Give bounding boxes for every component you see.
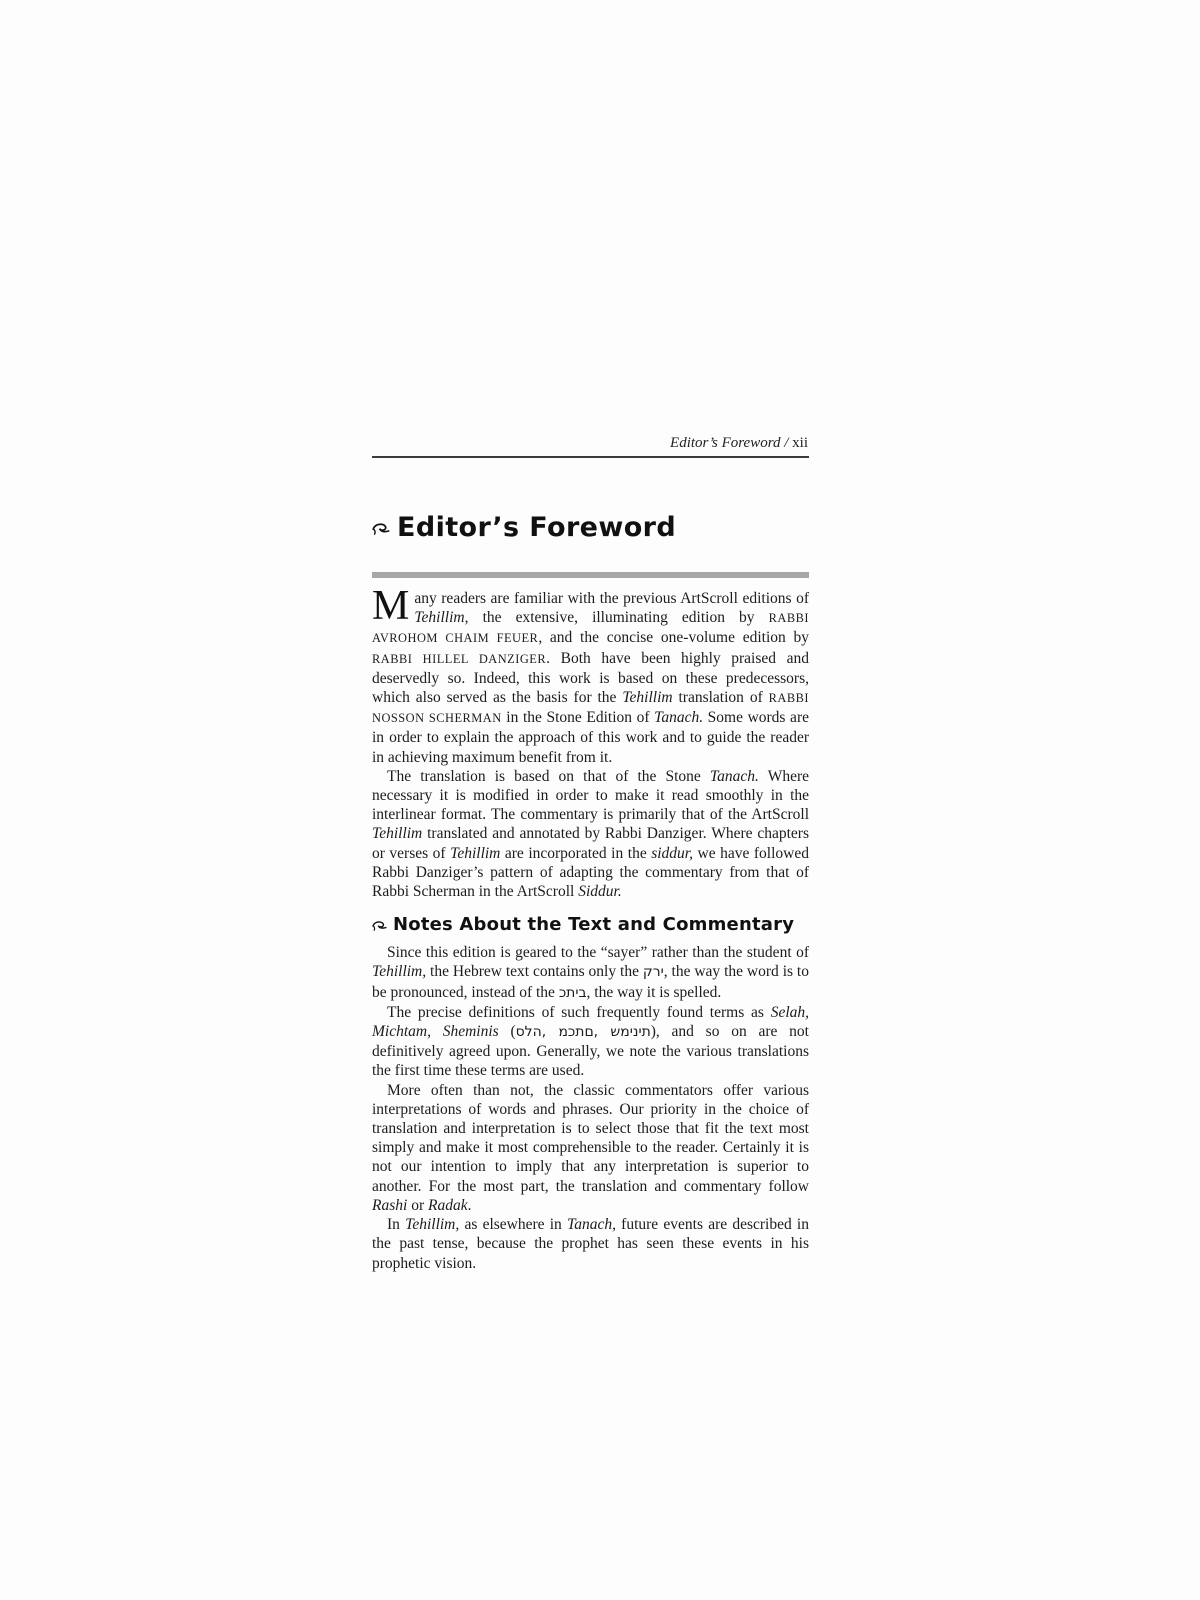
text-segment-plain: . Both have been highly praised and deservedly so. Indeed, this work is based on these predecessors, which also served as the basis for the — [372, 649, 809, 707]
text-segment-i: Tehillim, — [414, 609, 469, 627]
paragraph — [372, 943, 809, 1003]
text-segment-i: siddur, — [651, 844, 693, 862]
text-segment-plain: translated and annotated by Rabbi Danziger. Where chapters or verses of — [372, 825, 809, 862]
running-head-title: Editor’s Foreword — [670, 435, 781, 451]
text-segment-i: Tehillim — [372, 825, 423, 843]
text-segment-plain: . — [467, 1196, 472, 1214]
leaf-ornament-icon — [372, 920, 387, 931]
text-segment-plain: , the way the word is to be pronounced, instead of the — [372, 963, 809, 1001]
drop-cap: M — [372, 583, 410, 629]
text-segment-plain: In — [387, 1216, 406, 1234]
text-segment-plain: ( — [498, 1023, 516, 1041]
text-segment-he: קרי — [642, 964, 664, 981]
text-segment-plain: ), and so on are not definitively agreed upon. Generally, we note the various translations the first time these terms are used. — [372, 1023, 809, 1080]
text-segment-plain: The translation is based on that of the Stone — [387, 767, 710, 785]
running-head-rule — [372, 456, 809, 458]
text-segment-plain: Since this edition is geared to the “sayer” rather than the student of — [387, 944, 809, 962]
text-segment-plain: Some words are in order to explain the approach of this work and to guide the reader in achieving maximum benefit from it. — [372, 709, 809, 766]
text-segment-plain: Where necessary it is modified in order to make it read smoothly in the interlinear format. The commentary is primarily that of the ArtScroll — [372, 767, 809, 824]
text-segment-plain: we have followed Rabbi Danziger’s pattern of adapting the commentary from that of Rabbi Scherman in the ArtScroll — [372, 844, 809, 901]
divider-bar — [372, 572, 809, 578]
text-segment-i: Selah, Michtam, Sheminis — [372, 1003, 809, 1041]
text-segment-plain: are incorporated in the — [500, 844, 652, 862]
running-head-separator: / — [780, 435, 793, 451]
text-segment-i: Tanach. — [709, 767, 759, 785]
paragraph — [372, 1081, 809, 1215]
text-segment-plain: translation of — [672, 689, 769, 707]
running-head-page-number: xii — [792, 435, 808, 451]
text-segment-i: Tehillim — [622, 689, 673, 707]
text-segment-plain: the extensive, illuminating edition by — [468, 609, 769, 627]
text-segment-sc: RABBI AVROHOM CHAIM FEUER — [372, 611, 809, 646]
text-segment-he: כתיב — [558, 984, 587, 1001]
running-head — [372, 434, 809, 452]
text-segment-i: Siddur. — [578, 883, 622, 901]
text-segment-plain: , and the concise one-volume edition by — [538, 629, 809, 647]
text-segment-sc: RABBI HILLEL DANZIGER — [372, 651, 547, 666]
text-segment-plain: in the Stone Edition of — [501, 709, 655, 727]
text-segment-i: Tanach, — [567, 1216, 616, 1234]
text-segment-i: Rashi — [372, 1196, 408, 1214]
text-segment-i: Tehillim, — [372, 963, 427, 981]
text-segment-plain: as elsewhere in — [459, 1216, 568, 1234]
paragraph — [372, 1003, 809, 1081]
text-segment-plain: The precise definitions of such frequently found terms as — [387, 1003, 771, 1021]
text-segment-plain: , the way it is spelled. — [586, 983, 722, 1001]
paragraph — [372, 583, 809, 767]
text-segment-i: Tehillim — [450, 844, 501, 862]
page-title — [372, 513, 809, 543]
text-segment-plain: the Hebrew text contains only the — [426, 963, 643, 981]
foreword-body — [372, 583, 809, 1273]
page-content-column — [372, 434, 809, 1273]
page-title-text: Editor’s Foreword — [397, 512, 677, 543]
text-segment-sc: RABBI NOSSON SCHERMAN — [372, 691, 809, 726]
paragraph — [372, 1215, 809, 1273]
leaf-ornament-icon — [372, 522, 390, 535]
text-segment-i: Radak — [427, 1196, 468, 1214]
text-segment-plain: or — [407, 1196, 428, 1214]
text-segment-plain: any readers are familiar with the previous ArtScroll editions of — [414, 590, 809, 607]
intro-section — [372, 583, 809, 901]
text-segment-i: Tanach. — [654, 709, 704, 727]
text-segment-plain: More often than not, the classic commentators offer various interpretations of words and phrases. Our priority in the choice of translation and interpretation is to select those that fit the text most simply and make it most comprehensible to the reader. Certainly it is not our intention to imply that any interpretation is superior to another. For the most part, the translation and commentary follow — [372, 1081, 809, 1195]
text-segment-plain: future events are described in the past tense, because the prophet has seen these events in his prophetic vision. — [372, 1216, 809, 1272]
text-segment-i: Tehillim, — [405, 1216, 460, 1234]
notes-section-heading — [372, 914, 809, 936]
paragraph — [372, 767, 809, 901]
text-segment-he: סלה, מכתם, שמינית — [515, 1024, 651, 1041]
notes-section-heading-text: Notes About the Text and Commentary — [393, 914, 795, 936]
notes-section — [372, 943, 809, 1272]
